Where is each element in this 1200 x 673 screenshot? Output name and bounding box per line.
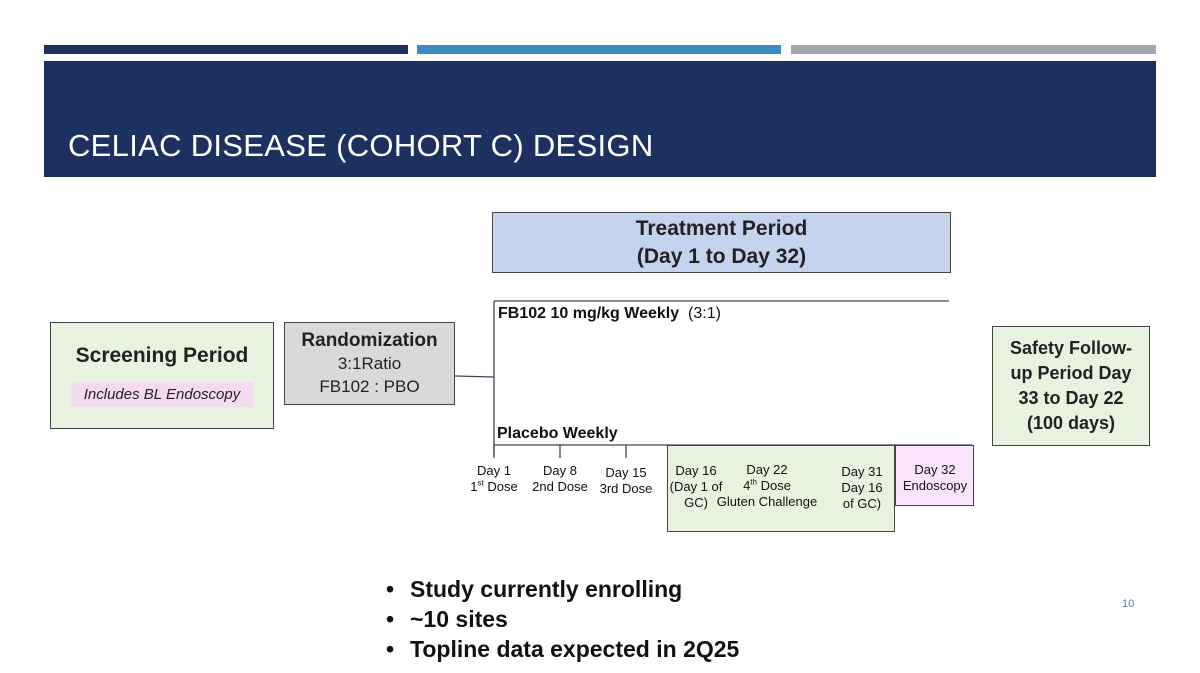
screening-period-box: [50, 322, 274, 429]
treatment-period-range: (Day 1 to Day 32): [636, 244, 807, 268]
milestone-day1-label: Day 1: [477, 463, 511, 478]
milestone-day31-note2: of GC): [842, 496, 882, 511]
safety-line-3: 33 to Day 22: [1018, 388, 1124, 408]
milestone-day1-dose: 1st Dose: [470, 478, 518, 494]
bullet-item: • Topline data expected in 2Q25: [386, 636, 740, 662]
milestone-day1: [470, 463, 517, 495]
safety-followup-box: [992, 326, 1150, 446]
screening-note: Includes BL Endoscopy: [71, 382, 254, 407]
randomization-title: Randomization: [301, 330, 438, 351]
milestone-day31: [841, 464, 882, 512]
milestone-day32-label: Day 32: [914, 462, 956, 477]
bullet-item: • Study currently enrolling: [386, 576, 683, 602]
treatment-period-title: Treatment Period: [635, 216, 808, 240]
page-number: 10: [1122, 598, 1135, 610]
milestone-day15-dose: 3rd Dose: [599, 481, 653, 496]
placebo-arm-label: Placebo Weekly: [497, 425, 618, 442]
randomization-ratio: 3:1Ratio: [337, 354, 402, 373]
milestone-day16-note2: GC): [684, 495, 708, 510]
milestone-day22: [717, 462, 817, 510]
safety-line-4: (100 days): [1026, 413, 1116, 433]
milestone-day22-label: Day 22: [746, 462, 788, 477]
milestone-day8-dose: 2nd Dose: [532, 479, 588, 494]
milestone-day31-label: Day 31: [841, 464, 883, 479]
screening-period-title: Screening Period: [75, 344, 249, 367]
milestone-day32-note: Endoscopy: [902, 478, 968, 493]
active-arm-name: FB102 10 mg/kg Weekly: [498, 305, 680, 322]
milestone-day16-note: (Day 1 of: [669, 479, 723, 494]
milestone-day22-note: Gluten Challenge: [716, 494, 818, 509]
milestone-day22-dose: 4th Dose: [743, 477, 791, 493]
randomization-box: [284, 322, 455, 405]
randomization-connector: [455, 376, 494, 377]
bullet-list: [386, 574, 739, 664]
milestone-day15: [600, 465, 653, 497]
milestone-day16-label: Day 16: [675, 463, 717, 478]
randomization-arms: FB102 : PBO: [319, 377, 420, 396]
milestone-day15-label: Day 15: [605, 465, 647, 480]
safety-line-1: Safety Follow-: [1009, 338, 1132, 358]
safety-line-2: up Period Day: [1010, 363, 1132, 383]
active-arm-ratio: (3:1): [688, 305, 721, 322]
bullet-item: • ~10 sites: [386, 606, 508, 632]
milestone-day32: [903, 462, 967, 494]
milestone-day16: [670, 463, 723, 511]
milestone-day31-note: Day 16: [841, 480, 883, 495]
milestone-day8-label: Day 8: [543, 463, 577, 478]
milestone-day8: [532, 463, 588, 495]
active-arm-label: [498, 305, 721, 323]
slide-title: CELIAC DISEASE (COHORT C) DESIGN: [68, 128, 654, 163]
